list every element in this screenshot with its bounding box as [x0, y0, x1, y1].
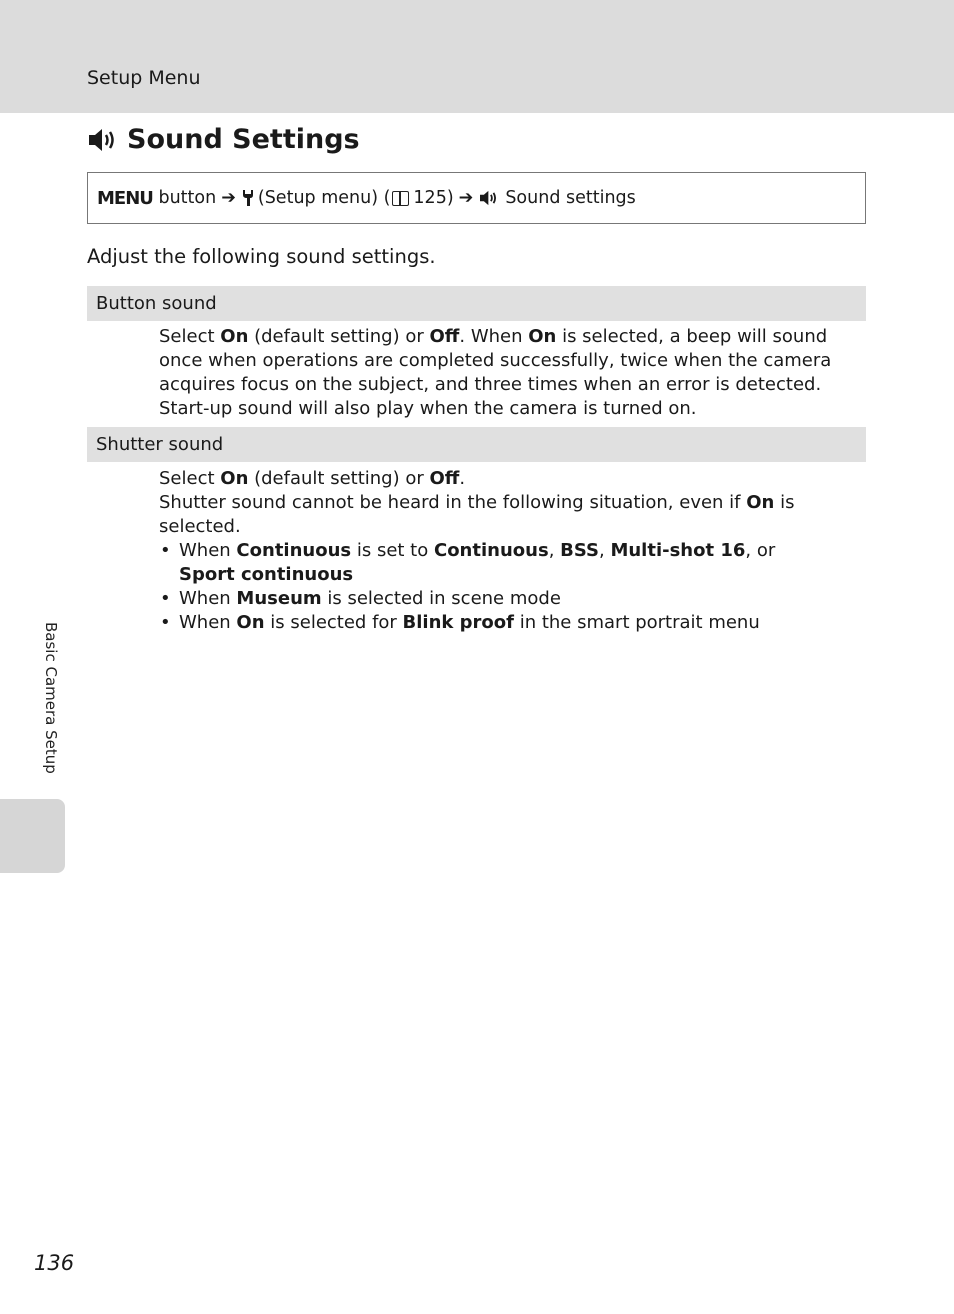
nav-button-text: button	[158, 188, 217, 208]
nav-page-ref: 125)	[413, 188, 454, 208]
list-item: • When Museum is selected in scene mode	[159, 587, 859, 611]
header-band	[0, 0, 954, 113]
intro-text: Adjust the following sound settings.	[87, 245, 436, 268]
nav-destination: Sound settings	[505, 188, 636, 208]
page-title	[87, 124, 360, 155]
navigation-path	[87, 172, 866, 224]
menu-button-icon: MENU	[97, 187, 153, 209]
page-number: 136	[34, 1251, 75, 1275]
speaker-icon	[478, 189, 500, 207]
list-item: • When On is selected for Blink proof in the smart portrait menu	[159, 611, 859, 635]
shutter-sound-heading: Shutter sound	[87, 427, 866, 462]
speaker-icon	[87, 126, 119, 154]
button-sound-heading: Button sound	[87, 286, 866, 321]
arrow-right-icon: ➔	[458, 188, 474, 208]
shutter-sound-description: Select On (default setting) or Off. Shutter sound cannot be heard in the following situation, even if On is selected. • When Continuous is set to Continuous, BSS, Multi-shot 16, or Sport continuous • When Museum is selected in scene mode • When On is selected for Blink proof in the smart portrait menu	[159, 467, 859, 635]
book-icon	[392, 191, 409, 206]
arrow-right-icon: ➔	[221, 188, 236, 208]
list-item: • When Continuous is set to Continuous, BSS, Multi-shot 16, or Sport continuous	[159, 539, 819, 587]
wrench-icon	[241, 189, 255, 207]
section-header: Setup Menu	[87, 67, 201, 89]
shutter-sound-conditions	[159, 539, 859, 635]
nav-setup-menu-text: (Setup menu) (	[257, 188, 391, 208]
page-title-text: Sound Settings	[127, 124, 360, 155]
chapter-tab	[0, 799, 65, 873]
button-sound-description: Select On (default setting) or Off. When On is selected, a beep will sound once when operations are completed successfully, twice when the camera acquires focus on the subject, and three times when an error is detected. Start-up sound will also play when the camera is turned on.	[159, 326, 832, 419]
side-chapter-label: Basic Camera Setup	[42, 622, 60, 774]
